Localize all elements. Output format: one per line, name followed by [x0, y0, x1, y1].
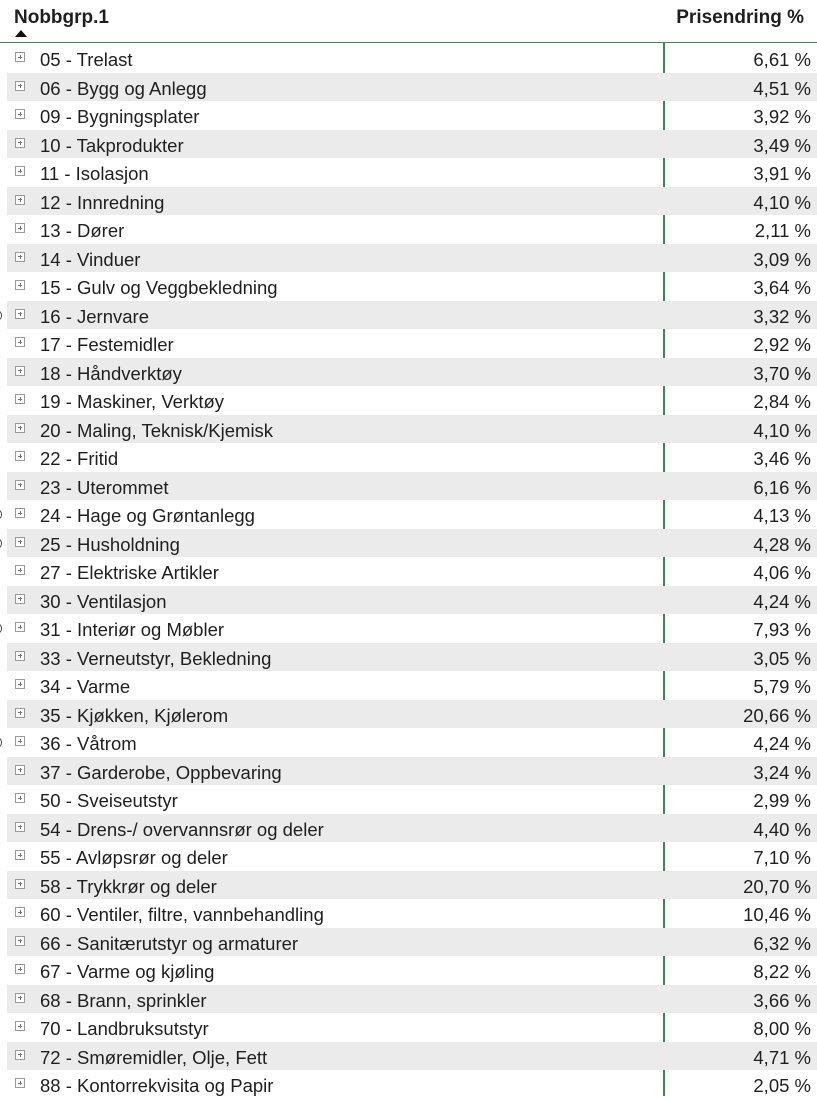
row-label: 70 - Landbruksutstyr: [40, 1018, 209, 1039]
expand-plus-icon[interactable]: [15, 423, 25, 433]
row-label: 23 - Uterommet: [40, 476, 169, 498]
row-value: 2,84 %: [753, 391, 811, 412]
table-row[interactable]: [7, 301, 817, 330]
row-value: 4,10 %: [753, 419, 811, 441]
row-label: 09 - Bygningsplater: [40, 106, 200, 127]
row-value: 3,09 %: [753, 248, 811, 270]
row-label: 72 - Smøremidler, Olje, Fett: [40, 1046, 268, 1068]
row-label: 36 - Våtrom: [40, 733, 137, 754]
table-row[interactable]: [7, 158, 817, 187]
table-row[interactable]: [7, 557, 817, 586]
table-row[interactable]: [7, 842, 817, 871]
table-row[interactable]: [7, 358, 817, 387]
row-value: 3,64 %: [753, 277, 811, 298]
row-value: 4,10 %: [753, 191, 811, 213]
row-label: 60 - Ventiler, filtre, vannbehandling: [40, 904, 324, 925]
table-row[interactable]: [7, 985, 817, 1014]
row-label: 55 - Avløpsrør og deler: [40, 847, 228, 868]
expand-plus-icon[interactable]: [15, 109, 25, 119]
row-value: 3,91 %: [753, 163, 811, 184]
row-label: 88 - Kontorrekvisita og Papir: [40, 1075, 274, 1096]
row-label: 12 - Innredning: [40, 191, 165, 213]
row-value: 4,28 %: [753, 533, 811, 555]
table-row[interactable]: [7, 871, 817, 900]
row-label: 58 - Trykkrør og deler: [40, 875, 217, 897]
table-row[interactable]: [7, 500, 817, 529]
row-value: 4,06 %: [753, 562, 811, 583]
row-value: 3,70 %: [753, 362, 811, 384]
row-label: 54 - Drens-/ overvannsrør og deler: [40, 818, 324, 840]
expand-plus-icon[interactable]: [15, 907, 25, 917]
expand-plus-icon[interactable]: [15, 537, 25, 547]
row-value: 3,92 %: [753, 106, 811, 127]
expand-plus-icon[interactable]: [15, 736, 25, 746]
column-header-prisendring[interactable]: Prisendring %: [676, 7, 804, 28]
row-label: 37 - Garderobe, Oppbevaring: [40, 761, 282, 783]
expand-plus-icon[interactable]: [15, 964, 25, 974]
row-label: 19 - Maskiner, Verktøy: [40, 391, 225, 412]
table-row[interactable]: [7, 1013, 817, 1042]
expand-plus-icon[interactable]: [15, 1078, 25, 1088]
row-value: 4,71 %: [753, 1046, 811, 1068]
row-label: 14 - Vinduer: [40, 248, 141, 270]
row-label: 25 - Husholdning: [40, 533, 180, 555]
expand-plus-icon[interactable]: [15, 993, 25, 1003]
row-label: 31 - Interiør og Møbler: [40, 619, 225, 640]
expand-plus-icon[interactable]: [15, 651, 25, 661]
table-row[interactable]: [7, 272, 817, 301]
table-row[interactable]: [7, 472, 817, 501]
row-label: 05 - Trelast: [40, 49, 133, 70]
row-value: 8,22 %: [753, 961, 811, 982]
table-row[interactable]: [7, 244, 817, 273]
expand-plus-icon[interactable]: [15, 195, 25, 205]
row-label: 66 - Sanitærutstyr og armaturer: [40, 932, 299, 954]
expand-plus-icon[interactable]: [15, 309, 25, 319]
table-body: [0, 44, 817, 1099]
expand-plus-icon[interactable]: [15, 508, 25, 518]
row-value: 3,24 %: [753, 761, 811, 783]
row-value: 4,24 %: [753, 733, 811, 754]
row-value: 3,49 %: [753, 134, 811, 156]
table-row[interactable]: [7, 415, 817, 444]
row-label: 17 - Festemidler: [40, 334, 174, 355]
table-header: [0, 0, 817, 43]
row-label: 06 - Bygg og Anlegg: [40, 77, 207, 99]
table-row[interactable]: [7, 956, 817, 985]
table-row[interactable]: [7, 928, 817, 957]
row-label: 16 - Jernvare: [40, 305, 149, 327]
table-row[interactable]: [7, 728, 817, 757]
expand-plus-icon[interactable]: [15, 1050, 25, 1060]
table-row[interactable]: [7, 614, 817, 643]
row-label: 15 - Gulv og Veggbekledning: [40, 277, 278, 298]
expand-plus-icon[interactable]: [15, 1021, 25, 1031]
expand-plus-icon[interactable]: [15, 451, 25, 461]
row-label: 24 - Hage og Grøntanlegg: [40, 505, 255, 526]
row-label: 20 - Maling, Teknisk/Kjemisk: [40, 419, 274, 441]
row-value: 5,79 %: [753, 676, 811, 697]
row-value: 4,13 %: [753, 505, 811, 526]
table-row[interactable]: [7, 329, 817, 358]
row-label: 18 - Håndverktøy: [40, 362, 182, 384]
table-row[interactable]: [7, 814, 817, 843]
table-row[interactable]: [7, 1070, 817, 1099]
row-label: 13 - Dører: [40, 220, 125, 241]
table-row[interactable]: [7, 700, 817, 729]
expand-plus-icon[interactable]: [15, 850, 25, 860]
row-value: 3,05 %: [753, 647, 811, 669]
expand-plus-icon[interactable]: [15, 793, 25, 803]
table-row[interactable]: [7, 130, 817, 159]
expand-plus-icon[interactable]: [15, 565, 25, 575]
row-value: 2,99 %: [753, 790, 811, 811]
table-row[interactable]: [7, 187, 817, 216]
row-label: 50 - Sveiseutstyr: [40, 790, 178, 811]
row-value: 8,00 %: [753, 1018, 811, 1039]
row-value: 6,61 %: [753, 49, 811, 70]
row-value: 3,46 %: [753, 448, 811, 469]
row-value: 4,40 %: [753, 818, 811, 840]
table-row[interactable]: [7, 671, 817, 700]
row-label: 27 - Elektriske Artikler: [40, 562, 219, 583]
row-label: 35 - Kjøkken, Kjølerom: [40, 704, 229, 726]
row-value: 6,32 %: [753, 932, 811, 954]
expand-plus-icon[interactable]: [15, 280, 25, 290]
row-value: 3,32 %: [753, 305, 811, 327]
row-value: 4,51 %: [753, 77, 811, 99]
expand-plus-icon[interactable]: [15, 166, 25, 176]
expand-plus-icon[interactable]: [15, 252, 25, 262]
row-value: 10,46 %: [743, 904, 811, 925]
table-row[interactable]: [7, 101, 817, 130]
table-row[interactable]: [7, 1042, 817, 1071]
expand-plus-icon[interactable]: [15, 879, 25, 889]
row-value: 6,16 %: [753, 476, 811, 498]
table-row[interactable]: [7, 443, 817, 472]
row-value: 20,66 %: [743, 704, 811, 726]
row-label: 67 - Varme og kjøling: [40, 961, 215, 982]
column-header-nobbgrp[interactable]: Nobbgrp.1: [14, 7, 109, 28]
expand-plus-icon[interactable]: [15, 480, 25, 490]
row-value: 20,70 %: [743, 875, 811, 897]
row-label: 10 - Takprodukter: [40, 134, 184, 156]
row-label: 34 - Varme: [40, 676, 131, 697]
expand-plus-icon[interactable]: [15, 622, 25, 632]
table-row[interactable]: [7, 757, 817, 786]
table-row[interactable]: [7, 785, 817, 814]
expand-plus-icon[interactable]: [15, 765, 25, 775]
row-label: 68 - Brann, sprinkler: [40, 989, 207, 1011]
expand-plus-icon[interactable]: [15, 679, 25, 689]
expand-plus-icon[interactable]: [15, 81, 25, 91]
row-label: 33 - Verneutstyr, Bekledning: [40, 647, 272, 669]
table-row[interactable]: [7, 386, 817, 415]
sort-ascending-icon[interactable]: [15, 30, 27, 37]
expand-plus-icon[interactable]: [15, 936, 25, 946]
row-label: 11 - Isolasjon: [40, 163, 149, 184]
row-value: 7,10 %: [753, 847, 811, 868]
table-row[interactable]: [7, 73, 817, 102]
row-value: 2,05 %: [753, 1075, 811, 1096]
expand-plus-icon[interactable]: [15, 52, 25, 62]
expand-plus-icon[interactable]: [15, 708, 25, 718]
row-label: 22 - Fritid: [40, 448, 119, 469]
row-value: 2,92 %: [753, 334, 811, 355]
table-row[interactable]: [7, 899, 817, 928]
expand-plus-icon[interactable]: [15, 394, 25, 404]
table-row[interactable]: [7, 215, 817, 244]
row-value: 4,24 %: [753, 590, 811, 612]
expand-plus-icon[interactable]: [15, 337, 25, 347]
table-row[interactable]: [7, 586, 817, 615]
row-label: 30 - Ventilasjon: [40, 590, 167, 612]
expand-plus-icon[interactable]: [15, 366, 25, 376]
expand-plus-icon[interactable]: [15, 223, 25, 233]
expand-plus-icon[interactable]: [15, 822, 25, 832]
table-row[interactable]: [7, 44, 817, 73]
table-row[interactable]: [7, 643, 817, 672]
expand-plus-icon[interactable]: [15, 138, 25, 148]
expand-plus-icon[interactable]: [15, 594, 25, 604]
row-value: 7,93 %: [753, 619, 811, 640]
row-value: 3,66 %: [753, 989, 811, 1011]
table-row[interactable]: [7, 529, 817, 558]
row-value: 2,11 %: [754, 220, 811, 241]
